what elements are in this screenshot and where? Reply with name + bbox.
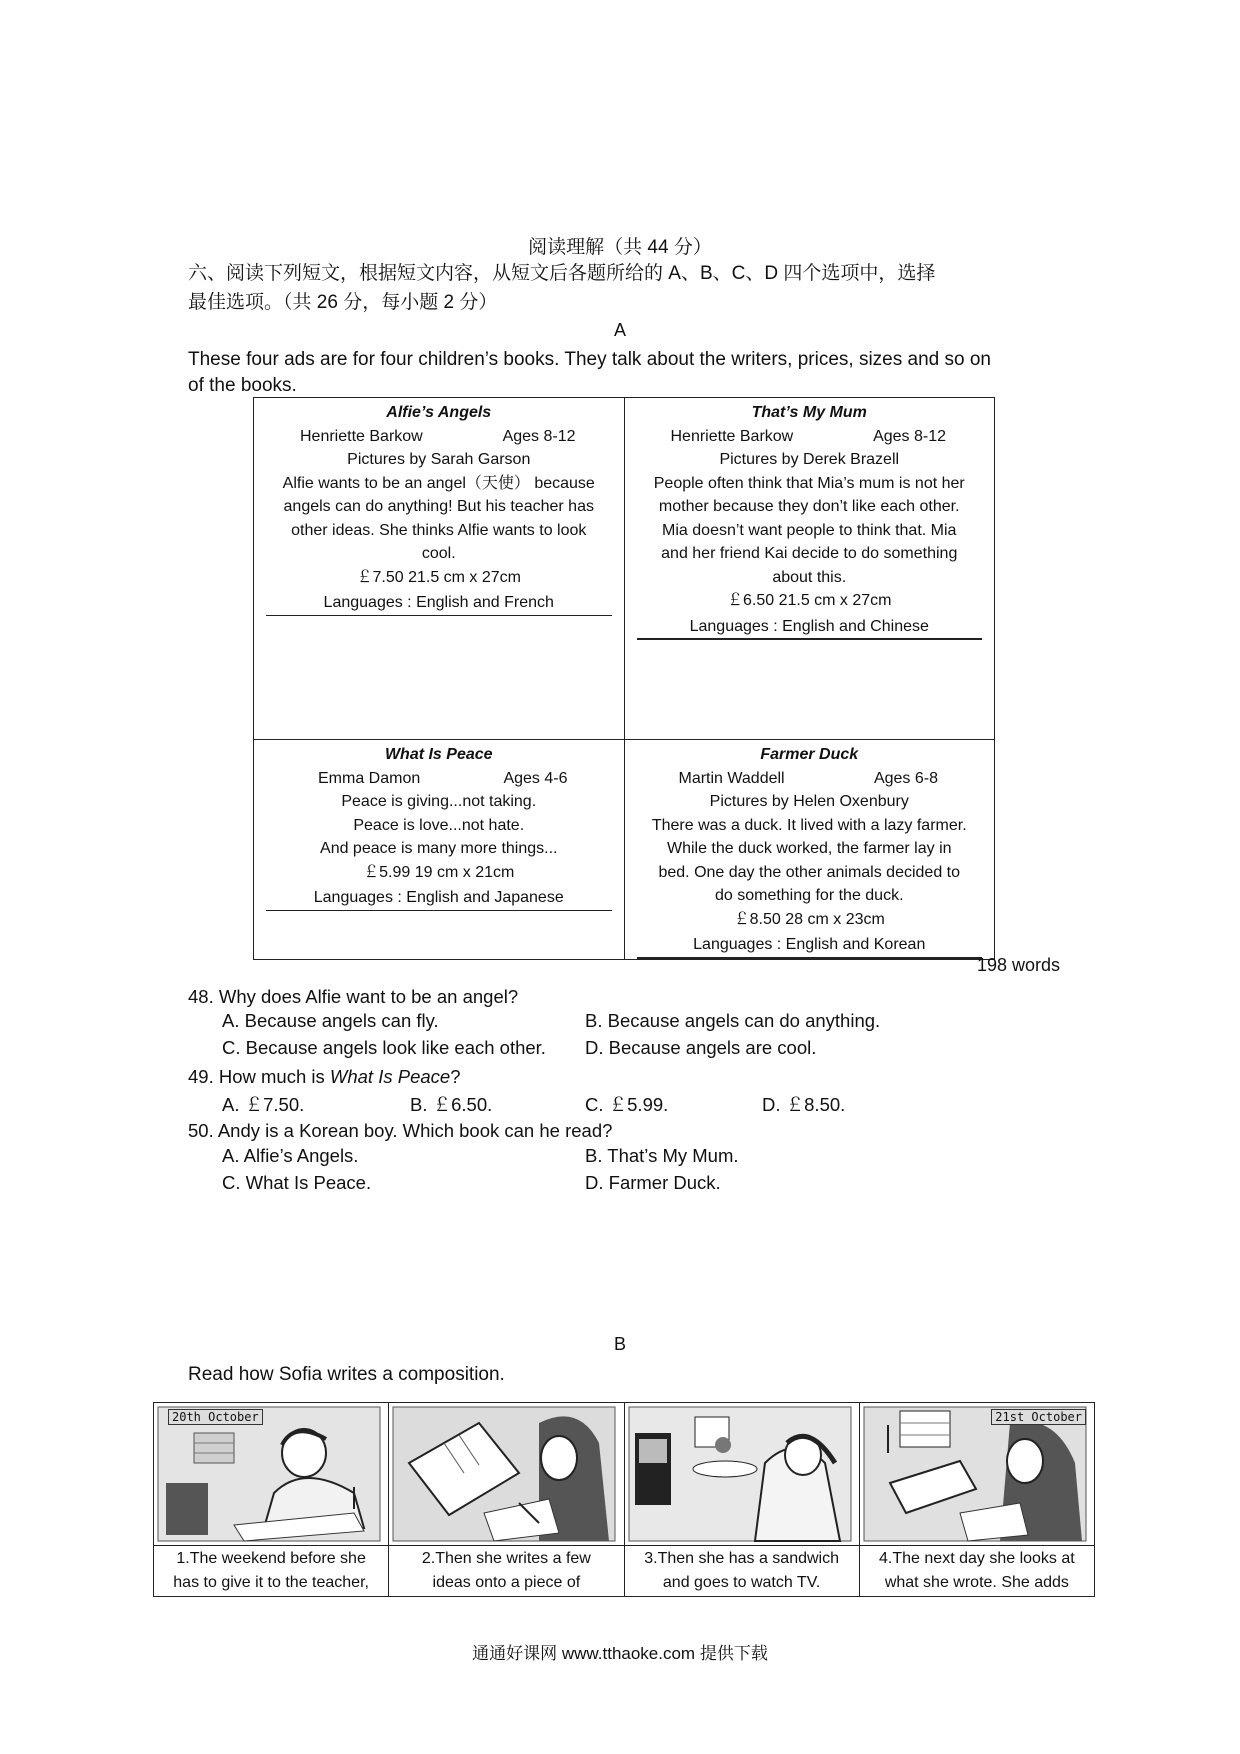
panel-date: 20th October: [168, 1409, 263, 1425]
instructions-line-1: 六、阅读下列短文，根据短文内容，从短文后各题所给的 A、B、C、D 四个选项中，选择: [188, 263, 936, 284]
ad-price-size: ￡8.50 28 cm x 23cm: [733, 910, 885, 928]
question-49-stem-end: ?: [450, 1066, 461, 1087]
ad-desc-line: mother because they don’t like each other.: [658, 498, 960, 515]
question-50-option-c: C. What Is Peace.: [222, 1172, 372, 1193]
passage-b-letter: B: [613, 1334, 626, 1354]
panel-illustration: [860, 1403, 1094, 1546]
question-49-stem: 49. How much is: [188, 1066, 330, 1087]
passage-a-intro-1: These four ads are for four children’s books. They talk about the writers, prices, sizes and so on: [188, 349, 991, 370]
panel-illustration: [154, 1403, 388, 1546]
question-48-option-b: B. Because angels can do anything.: [585, 1010, 881, 1031]
story-panel: [859, 1403, 1094, 1597]
question-48-option-c: C. Because angels look like each other.: [222, 1037, 546, 1058]
ad-pictures: Pictures by Derek Brazell: [719, 451, 900, 468]
story-panels: [153, 1402, 1095, 1597]
panel-caption-line: what she wrote. She adds: [884, 1574, 1069, 1591]
ad-author: Martin Waddell: [678, 769, 785, 787]
ad-author: Henriette Barkow: [300, 427, 423, 445]
ad-pictures: Pictures by Helen Oxenbury: [709, 793, 909, 810]
question-49: [188, 1063, 461, 1090]
ad-pictures: Pictures by Sarah Garson: [347, 451, 531, 468]
ad-title: What Is Peace: [384, 746, 493, 763]
ad-title: Farmer Duck: [760, 746, 859, 763]
question-50-option-d: D. Farmer Duck.: [585, 1172, 721, 1193]
panel-date: 21st October: [991, 1409, 1086, 1425]
girl-watching-tv-picture: [625, 1403, 855, 1545]
ad-card: [624, 398, 995, 740]
word-count: 198 words: [976, 955, 1060, 975]
footer-download-note: 通通好课网 www.tthaoke.com 提供下载: [472, 1644, 768, 1663]
ad-desc-line: other ideas. She thinks Alfie wants to look: [291, 521, 587, 539]
passage-b-intro: Read how Sofia writes a composition.: [188, 1364, 505, 1385]
question-49-option-c: C. ￡5.99.: [585, 1094, 669, 1115]
panel-caption-line: 3.Then she has a sandwich: [644, 1550, 840, 1567]
ad-author: Emma Damon: [318, 769, 421, 787]
ad-desc-line: Alfie wants to be an angel（天使） because: [282, 474, 595, 492]
ad-desc-line: angels can do anything! But his teacher has: [283, 498, 594, 515]
story-panel: [624, 1403, 859, 1597]
ad-desc-line: And peace is many more things...: [320, 840, 558, 857]
ad-desc-line: and her friend Kai decide to do something: [661, 545, 958, 562]
ad-languages: Languages : English and French: [266, 591, 612, 616]
ad-languages: Languages : English and Chinese: [637, 615, 983, 641]
panel-illustration: [625, 1403, 859, 1546]
passage-a-intro-2: of the books.: [188, 375, 297, 396]
ad-ages: Ages 8-12: [502, 427, 576, 445]
question-49-book-title: What Is Peace: [329, 1066, 451, 1087]
ad-desc-line: bed. One day the other animals decided to: [658, 863, 961, 881]
instructions-line-2: 最佳选项。（共 26 分，每小题 2 分）: [188, 292, 498, 313]
question-48: 48. Why does Alfie want to be an angel?: [188, 986, 519, 1007]
panel-caption-line: 4.The next day she looks at: [879, 1550, 1075, 1567]
girl-writing-picture: [389, 1403, 619, 1545]
ad-price-size: ￡6.50 21.5 cm x 27cm: [726, 592, 892, 609]
panel-caption-line: has to give it to the teacher,: [173, 1574, 369, 1591]
section-title: 阅读理解（共 44 分）: [528, 237, 712, 258]
question-49-option-d: D. ￡8.50.: [762, 1094, 846, 1115]
ads-grid: [253, 397, 995, 960]
question-50-option-a: A. Alfie’s Angels.: [222, 1145, 359, 1166]
story-panel: [154, 1403, 389, 1597]
question-50-option-b: B. That’s My Mum.: [585, 1145, 739, 1166]
ad-price-size: ￡5.99 19 cm x 21cm: [363, 863, 515, 881]
ad-title: Alfie’s Angels: [386, 404, 492, 421]
panel-caption-line: 1.The weekend before she: [176, 1550, 366, 1567]
question-49-option-b: B. ￡6.50.: [410, 1094, 493, 1115]
story-panel: [389, 1403, 624, 1597]
panel-caption-line: ideas onto a piece of: [432, 1574, 581, 1591]
ad-title: That’s My Mum: [751, 404, 867, 421]
ad-languages: Languages : English and Korean: [637, 933, 983, 959]
ad-desc-line: While the duck worked, the farmer lay in: [666, 840, 952, 857]
ad-ages: Ages 8-12: [873, 427, 946, 445]
ad-ages: Ages 4-6: [503, 769, 568, 787]
ad-languages: Languages : English and Japanese: [266, 886, 612, 911]
ad-ages: Ages 6-8: [873, 769, 938, 787]
ad-desc-line: Peace is giving...not taking.: [341, 793, 537, 810]
question-50: 50. Andy is a Korean boy. Which book can he read?: [188, 1120, 613, 1141]
ad-card: [254, 740, 625, 960]
question-48-option-a: A. Because angels can fly.: [222, 1010, 439, 1031]
ad-desc-line: do something for the duck.: [714, 887, 904, 904]
ad-desc-line: There was a duck. It lived with a lazy farmer.: [651, 816, 967, 834]
ad-desc-line: about this.: [772, 568, 847, 586]
panel-illustration: [389, 1403, 623, 1546]
ad-desc-line: Peace is love...not hate.: [353, 816, 525, 834]
panel-caption-line: 2.Then she writes a few: [421, 1550, 591, 1567]
question-48-option-d: D. Because angels are cool.: [585, 1037, 817, 1058]
question-49-option-a: A. ￡7.50.: [222, 1094, 305, 1115]
ad-author: Henriette Barkow: [670, 427, 794, 445]
passage-a-letter: A: [613, 320, 626, 340]
ad-desc-line: cool.: [421, 545, 456, 562]
ad-desc-line: People often think that Mia’s mum is not her: [653, 474, 965, 492]
ad-card: [624, 740, 995, 960]
ad-card: [254, 398, 625, 740]
ad-desc-line: Mia doesn’t want people to think that. Mia: [662, 521, 957, 539]
panel-caption-line: and goes to watch TV.: [662, 1574, 821, 1591]
ad-price-size: ￡7.50 21.5 cm x 27cm: [356, 568, 522, 586]
